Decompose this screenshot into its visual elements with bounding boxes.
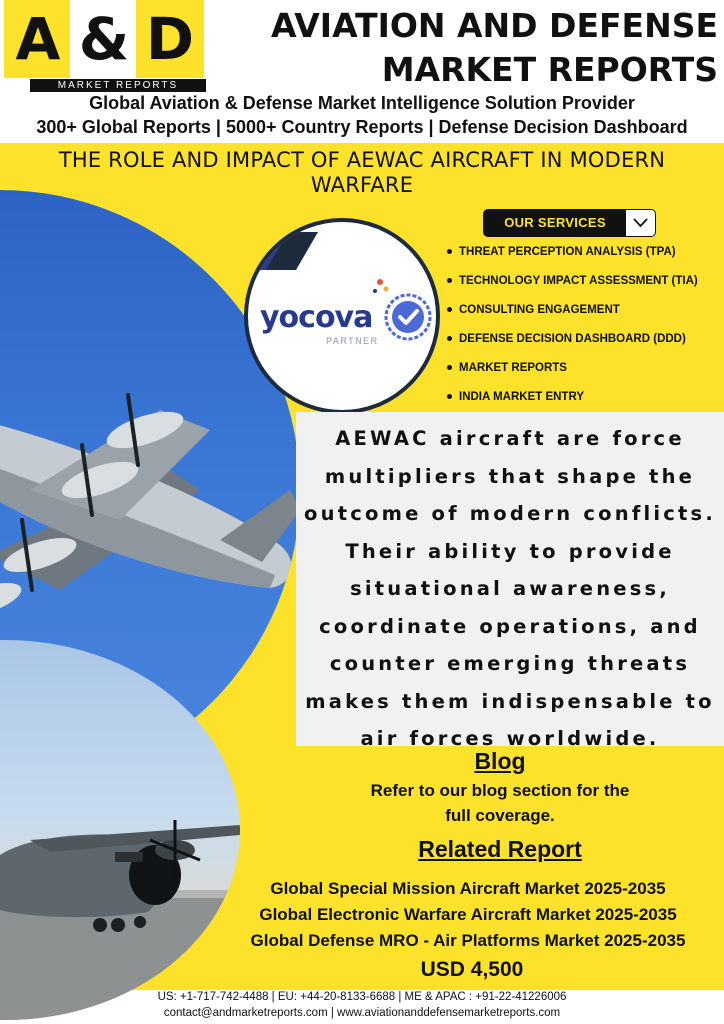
logo-letter-a: A <box>4 0 72 78</box>
bullet-icon <box>447 365 452 370</box>
chevron-down-icon[interactable] <box>626 210 655 236</box>
quote-line: coordinate operations, and <box>319 614 701 638</box>
page-title-line1: THE ROLE AND IMPACT OF AEWAC AIRCRAFT IN MODERN <box>58 148 666 172</box>
tagline-primary: Global Aviation & Defense Market Intelligence Solution Provider <box>89 93 635 113</box>
service-item-label: CONSULTING ENGAGEMENT <box>459 304 620 316</box>
service-item-label: MARKET REPORTS <box>459 362 567 374</box>
service-item-label: INDIA MARKET ENTRY <box>459 391 585 403</box>
service-item-consulting[interactable] <box>447 304 698 333</box>
brand-title-line2: MARKET REPORTS <box>381 50 718 89</box>
partner-brand-name: yocova <box>260 300 373 335</box>
blog-description <box>330 778 670 828</box>
related-report-link-defense-mro[interactable]: Global Defense MRO - Air Platforms Market 2025-2035 <box>250 931 686 950</box>
aircraft-runway-photo <box>0 640 240 1020</box>
related-report-link-electronic-warfare[interactable]: Global Electronic Warfare Aircraft Market 2025-2035 <box>259 905 677 924</box>
quote-line: outcome of modern conflicts. <box>304 502 716 525</box>
grounded-aircraft-illustration <box>0 640 240 1020</box>
report-price: USD 4,500 <box>420 958 524 981</box>
service-item-ddd[interactable] <box>447 333 698 362</box>
quote-line: Their ability to provide <box>345 539 675 563</box>
service-item-market-reports[interactable] <box>447 362 698 391</box>
bullet-icon <box>447 394 452 399</box>
quote-line: situational awareness, <box>350 577 670 600</box>
footer-phone-numbers: US: +1-717-742-4488 | EU: +44-20-8133-6688 | ME & APAC : +91-22-41226006 <box>157 991 567 1003</box>
summary-quote <box>296 420 724 758</box>
bullet-icon <box>447 249 452 254</box>
bullet-icon <box>447 336 452 341</box>
tagline-secondary: 300+ Global Reports | 5000+ Country Reports | Defense Decision Dashboard <box>36 117 688 137</box>
quote-line: AEWAC aircraft are force <box>335 427 685 450</box>
partner-label: PARTNER <box>326 336 379 346</box>
services-dropdown[interactable] <box>483 209 656 237</box>
bullet-icon <box>447 278 452 283</box>
related-report-link-special-mission[interactable]: Global Special Mission Aircraft Market 2025-2035 <box>270 879 666 898</box>
blog-description-line1: Refer to our blog section for the <box>370 781 630 800</box>
page-title-line2: WARFARE <box>310 173 414 197</box>
bullet-icon <box>447 307 452 312</box>
service-item-tia[interactable] <box>447 275 698 304</box>
quote-line: air forces worldwide. <box>360 727 660 750</box>
blog-link[interactable]: Blog <box>474 748 526 774</box>
service-item-tpa[interactable] <box>447 246 698 275</box>
footer-contact-links[interactable]: contact@andmarketreports.com | www.aviationanddefensemarketreports.com <box>163 1007 561 1019</box>
verified-check-icon <box>248 222 440 414</box>
partner-badge[interactable] <box>244 218 440 414</box>
services-list <box>447 246 698 420</box>
summary-quote-box <box>296 412 724 750</box>
quote-line: makes them indispensable to <box>305 689 715 713</box>
brand-title <box>218 4 718 92</box>
logo-subtitle: MARKET REPORTS <box>30 79 206 92</box>
service-item-label: DEFENSE DECISION DASHBOARD (DDD) <box>459 333 686 345</box>
logo-letter-d: D <box>136 0 204 78</box>
brand-title-line1: AVIATION AND DEFENSE <box>270 6 718 45</box>
quote-line: multipliers that shape the <box>324 464 696 488</box>
logo-ampersand: & <box>70 0 138 78</box>
brand-logo[interactable] <box>0 0 206 92</box>
quote-line: counter emerging threats <box>329 652 691 675</box>
service-item-label: THREAT PERCEPTION ANALYSIS (TPA) <box>459 246 676 258</box>
service-item-label: TECHNOLOGY IMPACT ASSESSMENT (TIA) <box>459 275 698 287</box>
services-dropdown-label: OUR SERVICES <box>504 215 606 230</box>
related-report-heading[interactable]: Related Report <box>418 836 582 862</box>
blog-description-line2: full coverage. <box>445 806 555 825</box>
